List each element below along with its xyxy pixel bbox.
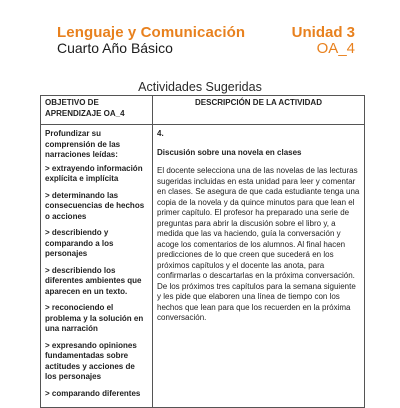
subject-title: Lenguaje y Comunicación [57, 24, 246, 41]
activities-table [40, 95, 365, 408]
objective-column-header: OBJETIVO DE APRENDIZAJE OA_4 [41, 96, 153, 125]
table-row [41, 125, 365, 408]
activity-description: El docente selecciona una de las novelas de las lecturas sugeridas incluidas en esta unidad para leer y comentar en clases. Se asegura de que cada estudiante tenga una copia de la novela y da quince minutos para que lean el primer capítulo. El profesor ha preparado una serie de preguntas para abrir la discusión sobre el libro y, a medida que las va haciendo, guía la conversación y acoge los comentarios de los alumnos. Al final hacen predicciones de lo que creen que sucederá en los próximos capítulos y el docente las anota, para confirmarlas o descartarlas en la próxima conversación. De los próximos tres capítulos para la semana siguiente y les pide que elaboren una línea de tiempo con los hechos que lean para que los recuerden en la próxima conversación. [157, 166, 360, 322]
objective-item: > describiendo y comparando a los personajes [45, 228, 114, 258]
objective-item: > determinando las consecuencias de hechos o acciones [45, 190, 145, 221]
objective-intro: Profundizar su comprensión de las narraciones leídas: [45, 129, 121, 159]
section-title: Actividades Sugeridas [138, 80, 262, 94]
oa-label: OA_4 [316, 40, 355, 57]
page-header [0, 0, 400, 60]
table-header-row [41, 96, 365, 125]
objective-item: > extrayendo información explícita e implícita [45, 163, 143, 183]
objective-item: > reconociendo el problema y la solución en una narración [45, 303, 144, 333]
activity-number: 4. [157, 129, 164, 138]
unit-label: Unidad 3 [291, 24, 355, 41]
activity-cell [153, 125, 365, 408]
objective-item: > describiendo los diferentes ambientes que aparecen en un texto. [45, 265, 142, 296]
objective-item: > expresando opiniones fundamentadas sobre actitudes y acciones de los personajes [45, 340, 137, 381]
description-column-header: DESCRIPCIÓN DE LA ACTIVIDAD [153, 96, 365, 125]
objective-cell [41, 125, 153, 408]
objective-item: > comparando diferentes [45, 388, 141, 398]
activity-title: Discusión sobre una novela en clases [157, 147, 302, 157]
grade-label: Cuarto Año Básico [57, 40, 173, 56]
